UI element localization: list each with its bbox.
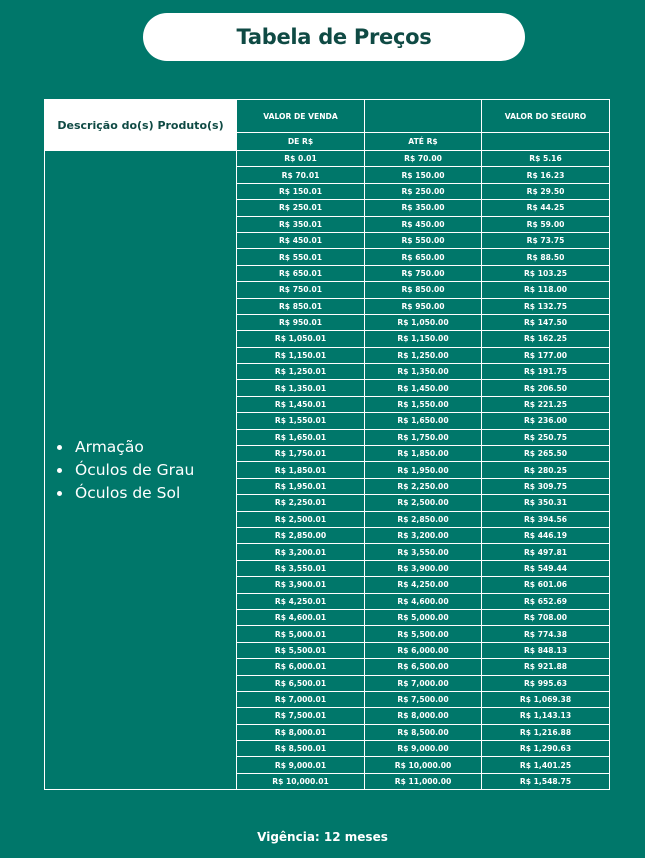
cell-from: R$ 950.01: [237, 314, 365, 330]
cell-to: R$ 1,950.00: [365, 462, 482, 478]
cell-insurance: R$ 118.00: [482, 282, 610, 298]
cell-to: R$ 1,850.00: [365, 446, 482, 462]
cell-to: R$ 1,450.00: [365, 380, 482, 396]
cell-insurance: R$ 59.00: [482, 216, 610, 232]
cell-from: R$ 850.01: [237, 298, 365, 314]
cell-to: R$ 850.00: [365, 282, 482, 298]
product-item: • Óculos de Sol: [73, 482, 236, 505]
product-item: • Armação: [73, 436, 236, 459]
cell-insurance: R$ 774.38: [482, 626, 610, 642]
cell-from: R$ 7,500.01: [237, 708, 365, 724]
cell-to: R$ 350.00: [365, 200, 482, 216]
cell-from: R$ 2,500.01: [237, 511, 365, 527]
cell-to: R$ 7,500.00: [365, 691, 482, 707]
cell-from: R$ 7,000.01: [237, 691, 365, 707]
cell-insurance: R$ 16.23: [482, 167, 610, 183]
cell-from: R$ 1,450.01: [237, 396, 365, 412]
cell-from: R$ 1,750.01: [237, 446, 365, 462]
cell-from: R$ 1,350.01: [237, 380, 365, 396]
cell-to: R$ 750.00: [365, 265, 482, 281]
cell-from: R$ 1,850.01: [237, 462, 365, 478]
cell-from: R$ 4,250.01: [237, 593, 365, 609]
cell-insurance: R$ 446.19: [482, 527, 610, 543]
cell-from: R$ 70.01: [237, 167, 365, 183]
cell-insurance: R$ 1,401.25: [482, 757, 610, 773]
cell-insurance: R$ 280.25: [482, 462, 610, 478]
cell-to: R$ 2,500.00: [365, 495, 482, 511]
cell-insurance: R$ 1,143.13: [482, 708, 610, 724]
sale-value-header: VALOR DE VENDA: [237, 100, 365, 133]
from-header: DE R$: [237, 133, 365, 151]
cell-from: R$ 4,600.01: [237, 609, 365, 625]
cell-to: R$ 4,600.00: [365, 593, 482, 609]
cell-insurance: R$ 394.56: [482, 511, 610, 527]
cell-insurance: R$ 265.50: [482, 446, 610, 462]
cell-from: R$ 650.01: [237, 265, 365, 281]
cell-insurance: R$ 601.06: [482, 577, 610, 593]
cell-to: R$ 3,200.00: [365, 527, 482, 543]
cell-to: R$ 10,000.00: [365, 757, 482, 773]
cell-insurance: R$ 497.81: [482, 544, 610, 560]
cell-to: R$ 8,500.00: [365, 724, 482, 740]
cell-from: R$ 3,200.01: [237, 544, 365, 560]
cell-insurance: R$ 206.50: [482, 380, 610, 396]
cell-to: R$ 5,500.00: [365, 626, 482, 642]
cell-to: R$ 3,550.00: [365, 544, 482, 560]
cell-from: R$ 10,000.01: [237, 773, 365, 789]
cell-from: R$ 1,550.01: [237, 413, 365, 429]
cell-insurance: R$ 73.75: [482, 232, 610, 248]
cell-insurance: R$ 44.25: [482, 200, 610, 216]
cell-from: R$ 3,550.01: [237, 560, 365, 576]
cell-from: R$ 8,000.01: [237, 724, 365, 740]
cell-to: R$ 11,000.00: [365, 773, 482, 789]
cell-from: R$ 1,950.01: [237, 478, 365, 494]
cell-to: R$ 1,750.00: [365, 429, 482, 445]
page-title: Tabela de Preços: [236, 25, 432, 49]
cell-insurance: R$ 1,290.63: [482, 741, 610, 757]
cell-insurance: R$ 103.25: [482, 265, 610, 281]
cell-to: R$ 3,900.00: [365, 560, 482, 576]
cell-to: R$ 9,000.00: [365, 741, 482, 757]
cell-insurance: R$ 549.44: [482, 560, 610, 576]
cell-insurance: R$ 162.25: [482, 331, 610, 347]
cell-to: R$ 1,050.00: [365, 314, 482, 330]
cell-to: R$ 450.00: [365, 216, 482, 232]
cell-from: R$ 550.01: [237, 249, 365, 265]
cell-insurance: R$ 309.75: [482, 478, 610, 494]
cell-to: R$ 7,000.00: [365, 675, 482, 691]
cell-from: R$ 150.01: [237, 183, 365, 199]
cell-to: R$ 1,150.00: [365, 331, 482, 347]
cell-from: R$ 5,500.01: [237, 642, 365, 658]
cell-insurance: R$ 88.50: [482, 249, 610, 265]
cell-to: R$ 1,350.00: [365, 364, 482, 380]
cell-to: R$ 5,000.00: [365, 609, 482, 625]
cell-to: R$ 150.00: [365, 167, 482, 183]
cell-insurance: R$ 1,216.88: [482, 724, 610, 740]
cell-from: R$ 1,650.01: [237, 429, 365, 445]
cell-insurance: R$ 652.69: [482, 593, 610, 609]
cell-to: R$ 1,650.00: [365, 413, 482, 429]
cell-to: R$ 1,250.00: [365, 347, 482, 363]
cell-from: R$ 0.01: [237, 151, 365, 167]
cell-to: R$ 650.00: [365, 249, 482, 265]
cell-insurance: R$ 29.50: [482, 183, 610, 199]
title-banner: [143, 13, 525, 61]
price-table: [44, 99, 610, 790]
cell-insurance: R$ 236.00: [482, 413, 610, 429]
cell-from: R$ 2,250.01: [237, 495, 365, 511]
validity-footer: Vigência: 12 meses: [257, 830, 388, 844]
cell-from: R$ 2,850.00: [237, 527, 365, 543]
product-list: [45, 436, 236, 505]
cell-to: R$ 6,000.00: [365, 642, 482, 658]
product-item: • Óculos de Grau: [73, 459, 236, 482]
cell-insurance: R$ 191.75: [482, 364, 610, 380]
cell-from: R$ 6,000.01: [237, 659, 365, 675]
cell-insurance: R$ 147.50: [482, 314, 610, 330]
cell-insurance: R$ 221.25: [482, 396, 610, 412]
cell-from: R$ 750.01: [237, 282, 365, 298]
cell-to: R$ 4,250.00: [365, 577, 482, 593]
cell-insurance: R$ 708.00: [482, 609, 610, 625]
cell-insurance: R$ 5.16: [482, 151, 610, 167]
cell-to: R$ 950.00: [365, 298, 482, 314]
cell-from: R$ 3,900.01: [237, 577, 365, 593]
cell-insurance: R$ 350.31: [482, 495, 610, 511]
cell-to: R$ 70.00: [365, 151, 482, 167]
cell-from: R$ 9,000.01: [237, 757, 365, 773]
empty-header-cell: [365, 100, 482, 133]
cell-insurance: R$ 921.88: [482, 659, 610, 675]
cell-from: R$ 250.01: [237, 200, 365, 216]
cell-to: R$ 6,500.00: [365, 659, 482, 675]
cell-to: R$ 2,250.00: [365, 478, 482, 494]
cell-to: R$ 2,850.00: [365, 511, 482, 527]
cell-to: R$ 8,000.00: [365, 708, 482, 724]
cell-from: R$ 5,000.01: [237, 626, 365, 642]
cell-to: R$ 550.00: [365, 232, 482, 248]
table-row: [45, 151, 610, 167]
insurance-subheader-cell: [482, 133, 610, 151]
cell-from: R$ 1,250.01: [237, 364, 365, 380]
cell-insurance: R$ 177.00: [482, 347, 610, 363]
description-header: Descrição do(s) Produto(s): [45, 100, 237, 151]
cell-insurance: R$ 132.75: [482, 298, 610, 314]
cell-from: R$ 1,150.01: [237, 347, 365, 363]
cell-from: R$ 6,500.01: [237, 675, 365, 691]
cell-insurance: R$ 1,548.75: [482, 773, 610, 789]
cell-from: R$ 450.01: [237, 232, 365, 248]
cell-from: R$ 350.01: [237, 216, 365, 232]
product-list-cell: [45, 151, 237, 790]
cell-to: R$ 250.00: [365, 183, 482, 199]
cell-from: R$ 1,050.01: [237, 331, 365, 347]
to-header: ATÉ R$: [365, 133, 482, 151]
cell-insurance: R$ 250.75: [482, 429, 610, 445]
cell-insurance: R$ 995.63: [482, 675, 610, 691]
cell-insurance: R$ 1,069.38: [482, 691, 610, 707]
cell-insurance: R$ 848.13: [482, 642, 610, 658]
cell-to: R$ 1,550.00: [365, 396, 482, 412]
insurance-header: VALOR DO SEGURO: [482, 100, 610, 133]
cell-from: R$ 8,500.01: [237, 741, 365, 757]
